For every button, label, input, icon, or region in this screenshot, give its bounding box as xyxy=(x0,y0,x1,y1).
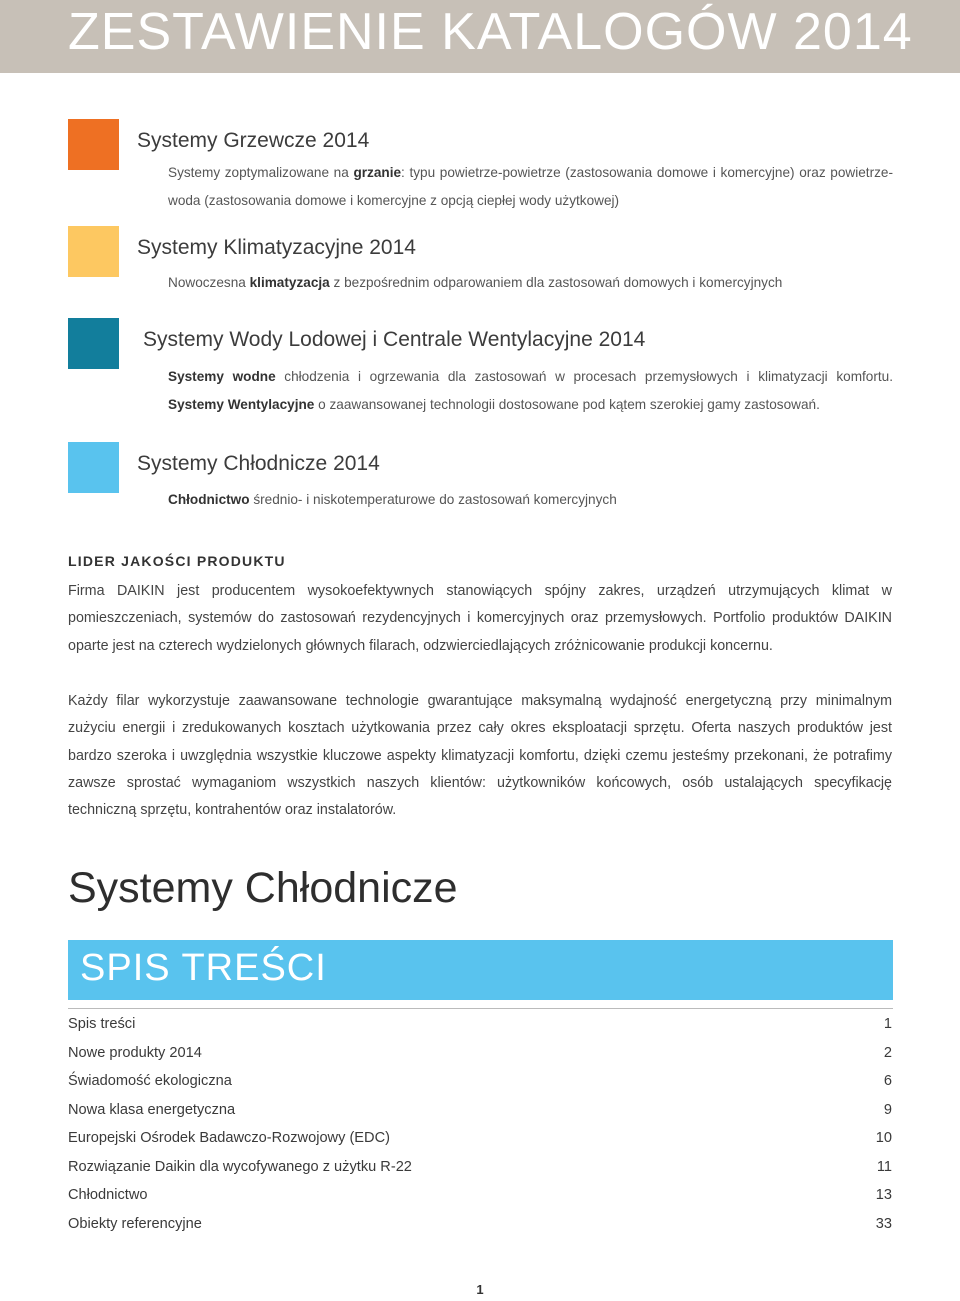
refrigeration-systems-description: Chłodnictwo średnio- i niskotemperaturowe do zastosowań komercyjnych xyxy=(168,492,617,507)
toc-item[interactable] xyxy=(68,1153,893,1182)
toc-item-label: Chłodnictwo xyxy=(68,1187,148,1203)
toc-item[interactable] xyxy=(68,1181,893,1210)
ac-color-swatch xyxy=(68,226,119,277)
section-title: Systemy Chłodnicze xyxy=(68,864,458,912)
toc-item-page: 1 xyxy=(883,1016,892,1032)
toc-item[interactable] xyxy=(68,1039,893,1068)
refrigeration-systems-title: Systemy Chłodnicze 2014 xyxy=(137,452,380,475)
toc-item-label: Rozwiązanie Daikin dla wycofywanego z użytku R-22 xyxy=(68,1158,412,1175)
chilled-water-color-swatch xyxy=(68,318,119,369)
toc-divider xyxy=(68,1008,893,1009)
toc-list xyxy=(68,1010,893,1238)
toc-item-label: Nowe produkty 2014 xyxy=(68,1044,202,1061)
ac-systems-description: Nowoczesna klimatyzacja z bezpośrednim odparowaniem dla zastosowań domowych i komercyjnych xyxy=(168,275,783,290)
toc-item-page: 11 xyxy=(876,1158,892,1175)
toc-item-page: 6 xyxy=(883,1073,892,1089)
heating-systems-description: Systemy zoptymalizowane na grzanie: typu powietrze-powietrze (zastosowania domowe i komercyjne) oraz powietrze-woda (zastosowania domowe i komercyjne z opcją ciepłej wody użytkowej) xyxy=(168,165,893,208)
toc-item-page: 33 xyxy=(875,1215,892,1232)
toc-item-page: 9 xyxy=(883,1101,892,1118)
page-number: 1 xyxy=(476,1282,484,1297)
toc-item[interactable] xyxy=(68,1124,893,1153)
toc-item[interactable] xyxy=(68,1067,893,1096)
quality-paragraph-2: Każdy filar wykorzystuje zaawansowane technologie gwarantujące maksymalną wydajność energetyczną przy minimalnym zużyciu energii i zredukowanych kosztach użytkowania przez cały okres eksploatacji sprzętu. Oferta naszych produktów jest bardzo szeroka i uwzględnia wszystkie kluczowe aspekty klimatyzacji komfortu, dzięki czemu jesteśmy przekonani, że potrafimy zawsze sprostać wymaganiom wszystkich naszych klientów: użytkowników końcowych, osób ustalających specyfikację techniczną sprzętu, kontrahentów oraz instalatorów. xyxy=(68,693,892,819)
toc-item-page: 10 xyxy=(875,1130,892,1146)
ac-systems-title: Systemy Klimatyzacyjne 2014 xyxy=(137,236,416,259)
toc-banner xyxy=(68,940,893,1000)
quality-paragraph-1: Firma DAIKIN jest producentem wysokoefektywnych stanowiących spójny zakres, urządzeń utrzymujących klimat w pomieszczeniach, systemów do zastosowań rezydencyjnych i komercyjnych oraz przemysłowych. Portfolio produktów DAIKIN oparte jest na czterech wydzielonych głównych filarach, odzwierciedlających zróżnicowanie produkcji koncernu. xyxy=(68,583,892,654)
refrigeration-color-swatch xyxy=(68,442,119,493)
chilled-water-systems-description: Systemy wodne chłodzenia i ogrzewania dla zastosowań w procesach przemysłowych i klimatyzacji komfortu. Systemy Wentylacyjne o zaawansowanej technologii dostosowane pod kątem szerokiej gamy zastosowań. xyxy=(168,369,894,412)
quality-heading: LIDER JAKOŚCI PRODUKTU xyxy=(68,553,286,569)
toc-item-label: Europejski Ośrodek Badawczo-Rozwojowy (EDC) xyxy=(68,1130,390,1146)
toc-item-label: Nowa klasa energetyczna xyxy=(68,1101,236,1118)
toc-item[interactable] xyxy=(68,1096,893,1125)
toc-item[interactable] xyxy=(68,1210,893,1239)
toc-item-page: 13 xyxy=(875,1187,892,1203)
toc-heading: SPIS TREŚCI xyxy=(80,947,327,989)
toc-item[interactable] xyxy=(68,1010,893,1039)
page-header-title: ZESTAWIENIE KATALOGÓW 2014 xyxy=(68,3,913,61)
header-banner xyxy=(0,0,960,73)
toc-item-label: Spis treści xyxy=(68,1016,136,1032)
toc-item-page: 2 xyxy=(883,1044,892,1061)
toc-item-label: Świadomość ekologiczna xyxy=(68,1073,232,1089)
heating-color-swatch xyxy=(68,119,119,170)
heating-systems-title: Systemy Grzewcze 2014 xyxy=(137,129,370,152)
toc-item-label: Obiekty referencyjne xyxy=(68,1215,202,1232)
chilled-water-systems-title: Systemy Wody Lodowej i Centrale Wentylacyjne 2014 xyxy=(143,328,646,351)
